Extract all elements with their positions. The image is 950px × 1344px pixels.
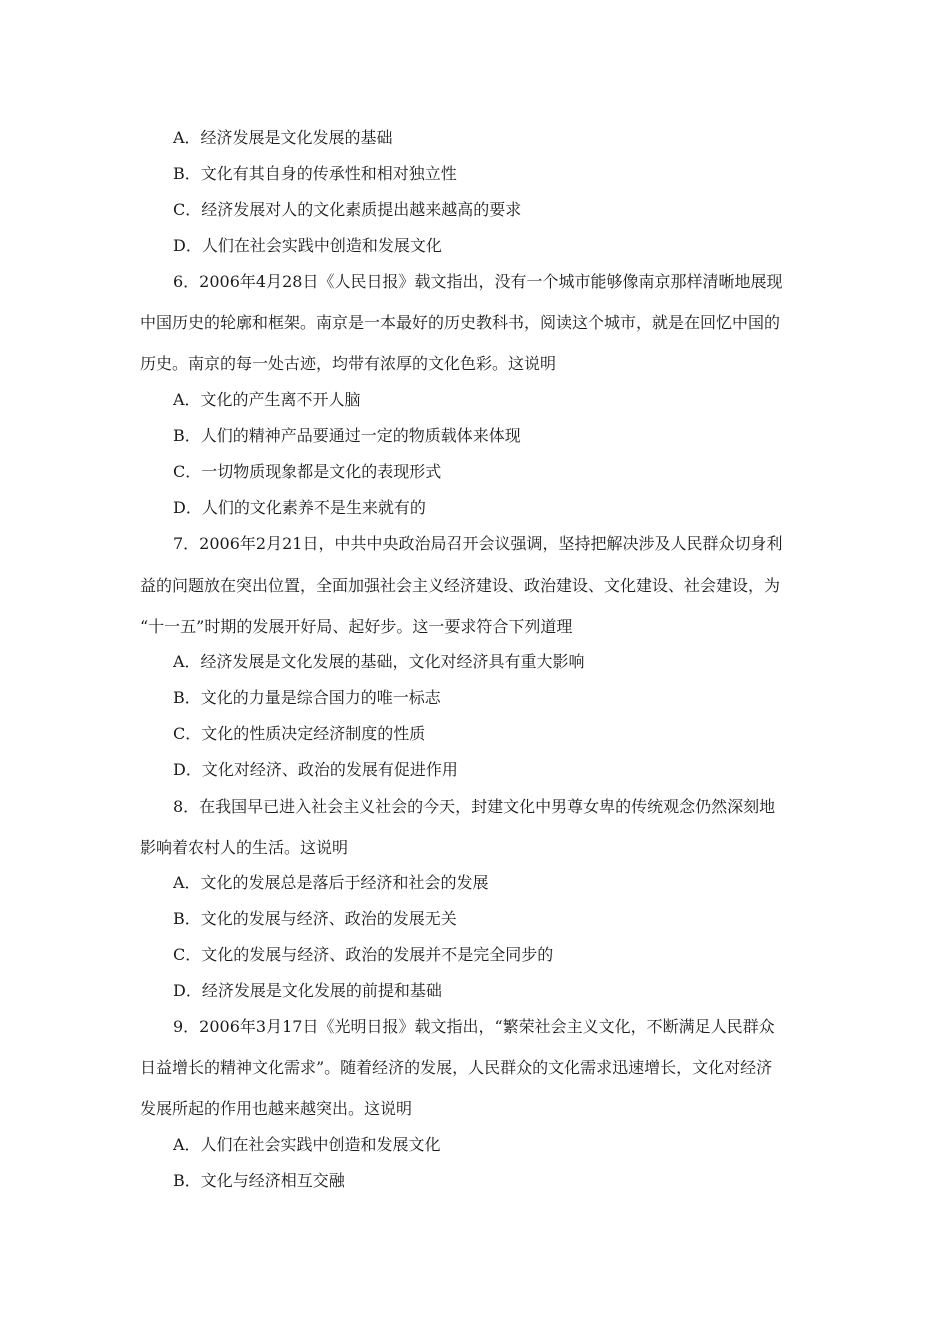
q9-stem-line-1: 9．2006年3月17日《光明日报》载文指出，“繁荣社会主义文化，不断满足人民群众: [173, 1017, 775, 1036]
q8-option-b: B．文化的发展与经济、政治的发展无关: [173, 909, 457, 928]
q9-option-b: B．文化与经济相互交融: [173, 1171, 345, 1190]
q7-option-b: B．文化的力量是综合国力的唯一标志: [173, 688, 441, 707]
q6-stem-line-3: 历史。南京的每一处古迹，均带有浓厚的文化色彩。这说明: [140, 354, 557, 373]
q7-stem-line-3: “十一五”时期的发展开好局、起好步。这一要求符合下列道理: [140, 617, 573, 636]
q6-stem-line-1: 6．2006年4月28日《人民日报》载文指出，没有一个城市能够像南京那样清晰地展现: [173, 272, 783, 291]
q6-option-c: C．一切物质现象都是文化的表现形式: [173, 462, 442, 481]
q5-option-a: A．经济发展是文化发展的基础: [173, 128, 393, 147]
q6-option-a: A．文化的产生离不开人脑: [173, 390, 361, 409]
q8-option-c: C．文化的发展与经济、政治的发展并不是完全同步的: [173, 945, 554, 964]
q6-option-b: B．人们的精神产品要通过一定的物质载体来体现: [173, 426, 521, 445]
q8-stem-line-1: 8．在我国早已进入社会主义社会的今天，封建文化中男尊女卑的传统观念仍然深刻地: [173, 797, 776, 816]
q9-option-a: A．人们在社会实践中创造和发展文化: [173, 1135, 441, 1154]
q7-option-d: D．文化对经济、政治的发展有促进作用: [173, 760, 458, 779]
q9-stem-line-2: 日益增长的精神文化需求”。随着经济的发展，人民群众的文化需求迅速增长，文化对经济: [140, 1058, 773, 1077]
q5-option-c: C．经济发展对人的文化素质提出越来越高的要求: [173, 200, 522, 219]
q8-option-d: D．经济发展是文化发展的前提和基础: [173, 981, 442, 1000]
q5-option-b: B．文化有其自身的传承性和相对独立性: [173, 164, 457, 183]
q7-stem-line-2: 益的问题放在突出位置，全面加强社会主义经济建设、政治建设、文化建设、社会建设，为: [140, 576, 781, 595]
q7-stem-line-1: 7．2006年2月21日，中共中央政治局召开会议强调，坚持把解决涉及人民群众切身利: [173, 534, 783, 553]
q8-stem-line-2: 影响着农村人的生活。这说明: [140, 838, 349, 857]
q5-option-d: D．人们在社会实践中创造和发展文化: [173, 236, 442, 255]
q9-stem-line-3: 发展所起的作用也越来越突出。这说明: [140, 1099, 413, 1118]
q6-option-d: D．人们的文化素养不是生来就有的: [173, 498, 426, 517]
q6-stem-line-2: 中国历史的轮廓和框架。南京是一本最好的历史教科书，阅读这个城市，就是在回忆中国的: [140, 313, 781, 332]
q7-option-c: C．文化的性质决定经济制度的性质: [173, 724, 426, 743]
q7-option-a: A．经济发展是文化发展的基础，文化对经济具有重大影响: [173, 652, 585, 671]
q8-option-a: A．文化的发展总是落后于经济和社会的发展: [173, 873, 489, 892]
